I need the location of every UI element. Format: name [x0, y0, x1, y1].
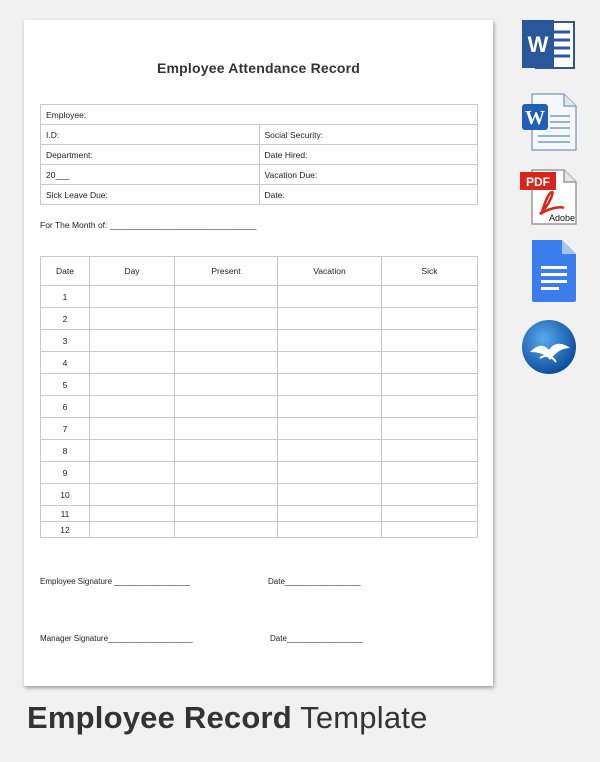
row-date-cell: 10: [41, 484, 90, 506]
pdf-icon-label: PDF: [526, 175, 550, 189]
id-field: I.D:: [41, 125, 260, 145]
present-cell[interactable]: [175, 440, 278, 462]
pdf-icon[interactable]: [520, 168, 580, 226]
vacation-cell[interactable]: [278, 374, 382, 396]
row-date-cell: 3: [41, 330, 90, 352]
sick-cell[interactable]: [382, 418, 478, 440]
employee-signature-line: Employee Signature _________________: [40, 577, 190, 586]
attendance-table: [40, 256, 478, 538]
present-cell[interactable]: [175, 522, 278, 538]
present-cell[interactable]: [175, 286, 278, 308]
footer-title-rest: Template: [291, 700, 428, 735]
sick-cell[interactable]: [382, 506, 478, 522]
column-header-day: Day: [90, 257, 175, 286]
row-date-cell: 8: [41, 440, 90, 462]
row-date-cell: 9: [41, 462, 90, 484]
row-date-cell: 12: [41, 522, 90, 538]
sick-cell[interactable]: [382, 440, 478, 462]
manager-signature-line: Manager Signature___________________: [40, 634, 193, 643]
table-row: [41, 522, 478, 538]
footer-title-bold: Employee Record: [27, 700, 292, 735]
vacation-cell[interactable]: [278, 462, 382, 484]
present-cell[interactable]: [175, 352, 278, 374]
employee-signature-date: Date_________________: [268, 577, 361, 586]
row-date-cell: 4: [41, 352, 90, 374]
day-cell[interactable]: [90, 308, 175, 330]
day-cell[interactable]: [90, 286, 175, 308]
sick-cell[interactable]: [382, 308, 478, 330]
vacation-cell[interactable]: [278, 396, 382, 418]
google-docs-icon[interactable]: [528, 238, 578, 304]
table-row: [41, 286, 478, 308]
table-row: [41, 330, 478, 352]
attendance-body: [41, 286, 478, 538]
word-doc-icon[interactable]: [520, 92, 580, 152]
sick-cell[interactable]: [382, 352, 478, 374]
table-row: [41, 418, 478, 440]
day-cell[interactable]: [90, 418, 175, 440]
table-row: [41, 440, 478, 462]
word-doc-icon-letter: W: [525, 107, 545, 129]
day-cell[interactable]: [90, 522, 175, 538]
date-field: Date:: [259, 185, 478, 205]
column-header-date: Date: [41, 257, 90, 286]
row-date-cell: 1: [41, 286, 90, 308]
sick-cell[interactable]: [382, 484, 478, 506]
present-cell[interactable]: [175, 374, 278, 396]
employee-field: Employee:: [41, 105, 478, 125]
vacation-cell[interactable]: [278, 522, 382, 538]
sick-cell[interactable]: [382, 286, 478, 308]
manager-signature-date: Date_________________: [270, 634, 363, 643]
present-cell[interactable]: [175, 396, 278, 418]
date-hired-field: Date Hired:: [259, 145, 478, 165]
sick-cell[interactable]: [382, 396, 478, 418]
table-row: [41, 374, 478, 396]
table-row: [41, 506, 478, 522]
row-date-cell: 7: [41, 418, 90, 440]
employee-info-table: [40, 104, 478, 205]
vacation-cell[interactable]: [278, 506, 382, 522]
sick-cell[interactable]: [382, 522, 478, 538]
sick-cell[interactable]: [382, 462, 478, 484]
row-date-cell: 5: [41, 374, 90, 396]
row-date-cell: 2: [41, 308, 90, 330]
column-header-sick: Sick: [382, 257, 478, 286]
footer-title: [27, 700, 428, 736]
day-cell[interactable]: [90, 330, 175, 352]
table-row: [41, 308, 478, 330]
present-cell[interactable]: [175, 484, 278, 506]
vacation-due-field: Vacation Due:: [259, 165, 478, 185]
present-cell[interactable]: [175, 418, 278, 440]
table-row: [41, 484, 478, 506]
present-cell[interactable]: [175, 308, 278, 330]
vacation-cell[interactable]: [278, 330, 382, 352]
column-header-present: Present: [175, 257, 278, 286]
month-line: For The Month of: _______________________________: [40, 220, 257, 230]
word-icon-letter: W: [527, 32, 549, 57]
table-row: [41, 462, 478, 484]
day-cell[interactable]: [90, 506, 175, 522]
present-cell[interactable]: [175, 330, 278, 352]
department-field: Department:: [41, 145, 260, 165]
adobe-label: Adobe: [548, 213, 576, 223]
social-security-field: Social Security:: [259, 125, 478, 145]
document-page: [24, 20, 493, 686]
day-cell[interactable]: [90, 440, 175, 462]
vacation-cell[interactable]: [278, 440, 382, 462]
vacation-cell[interactable]: [278, 418, 382, 440]
attendance-header-row: [41, 257, 478, 286]
vacation-cell[interactable]: [278, 308, 382, 330]
present-cell[interactable]: [175, 506, 278, 522]
day-cell[interactable]: [90, 396, 175, 418]
day-cell[interactable]: [90, 462, 175, 484]
word-icon[interactable]: [520, 18, 578, 72]
row-date-cell: 6: [41, 396, 90, 418]
year-field: 20___: [41, 165, 260, 185]
table-row: [41, 396, 478, 418]
sick-cell[interactable]: [382, 330, 478, 352]
day-cell[interactable]: [90, 374, 175, 396]
present-cell[interactable]: [175, 462, 278, 484]
vacation-cell[interactable]: [278, 286, 382, 308]
row-date-cell: 11: [41, 506, 90, 522]
vacation-cell[interactable]: [278, 352, 382, 374]
table-row: [41, 352, 478, 374]
vacation-cell[interactable]: [278, 484, 382, 506]
sick-leave-due-field: Sick Leave Due:: [41, 185, 260, 205]
day-cell[interactable]: [90, 484, 175, 506]
sick-cell[interactable]: [382, 374, 478, 396]
document-title: Employee Attendance Record: [156, 60, 361, 76]
column-header-vacation: Vacation: [278, 257, 382, 286]
day-cell[interactable]: [90, 352, 175, 374]
openoffice-icon[interactable]: [520, 318, 580, 376]
